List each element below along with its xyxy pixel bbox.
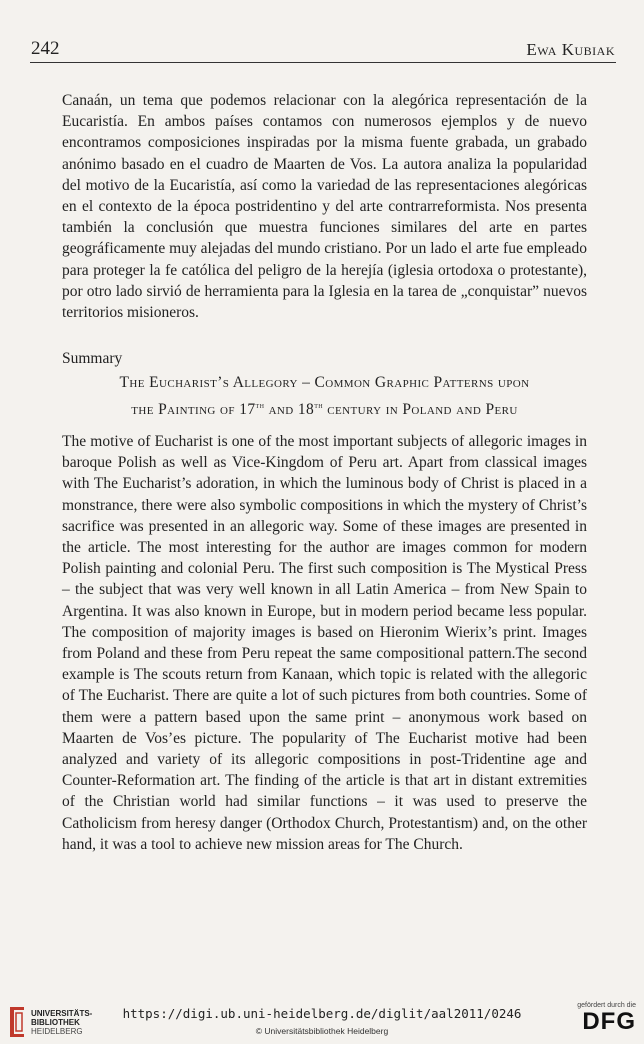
- summary-title: [62, 372, 587, 421]
- funder-note: gefördert durch die: [577, 1002, 636, 1009]
- summary-title-line1: The Eucharist’s Allegory – Common Graphic Patterns upon: [119, 374, 530, 391]
- summary-title-line2: [62, 394, 587, 421]
- title-part: the Painting of 17: [131, 401, 256, 419]
- title-sup: th: [314, 400, 324, 410]
- permalink-url[interactable]: https://digi.ub.uni-heidelberg.de/diglit/aal2011/0246: [122, 1006, 522, 1021]
- funder-name: DFG: [582, 1008, 636, 1035]
- page-number: 242: [31, 38, 60, 59]
- copyright-note: © Universitätsbibliothek Heidelberg: [255, 1026, 389, 1036]
- running-head-author: Ewa Kubiak: [526, 40, 615, 59]
- summary-paragraph: The motive of Eucharist is one of the most important subjects of allegoric images in baroque Polish as well as Vice-Kingdom of Peru art. Apart from classical images with The Eucharist’s adoration, in which the luminous body of Christ is placed in a monstrance, there were also symbolic compositions in which the mystery of Christ’s sacrifice was presented in an allegoric way. Some of these images are presented in the article. The most interesting for the author are images common for modern Polish painting and colonial Peru. The first such composition is The Mystical Press – the subject that was very well known in all Latin America – from New Spain to Argentina. It was also known in Europe, but in modern period became less popular. The composition of majority images is based on Hieronim Wierix’s print. Images from Poland and these from Peru repeat the same compositional pattern.The second example is The scouts return from Kanaan, which topic is related with the allegoric of The Eucharist. There are quite a lot of such pictures from both countries. Some of them were a pattern based upon the same print – anonymous work based on Maarten de Vos’es picture. The popularity of The Eucharist motive had been analyzed and variety of its allegoric compositions in post-Tridentine age and Counter-Reformation art. The finding of the article is that art in distant extremities of the Christian world had similar functions – it was used to preserve the Catholicism from heresy danger (Orthodox Church, Protestantism) and, on the other hand, it was a tool to achieve new mission areas for The Church.: [62, 433, 587, 853]
- spanish-paragraph: Canaán, un tema que podemos relacionar con la alegórica representación de la Eucaristía. En ambos países contamos con numerosos ejemplos y de nuevo encontramos composiciones inspiradas por la misma fuente grabada, un grabado anónimo basado en el cuadro de Maarten de Vos. La autora analiza la popularidad del motivo de la Eucaristía, así como la variedad de las representaciones alegóricas en el contexto de la época postridentino y del arte contrarreformista. Nos presenta también la conclusión que muestra funciones similares del arte en partes geográficamente muy alejadas del mundo cristiano. Por un lado el arte fue empleado para proteger la fe católica del peligro de la herejía (iglesia ortodoxa o protestante), por otro lado sirvió de herramienta para la Iglesia en la tarea de „conquistar” nuevos territorios misioneros.: [62, 92, 587, 322]
- footer: [0, 1002, 644, 1044]
- library-name-line2: BIBLIOTHEK: [31, 1017, 80, 1027]
- title-sup: th: [255, 400, 265, 410]
- dfg-logo[interactable]: [577, 1002, 636, 1035]
- header-rule: [30, 62, 616, 63]
- library-name-line3: HEIDELBERG: [31, 1026, 83, 1036]
- title-part: century in Poland and Peru: [323, 401, 518, 419]
- summary-label: Summary: [62, 350, 123, 367]
- library-name-line1: UNIVERSITÄTS-: [31, 1008, 93, 1018]
- title-part: and 18: [264, 401, 315, 419]
